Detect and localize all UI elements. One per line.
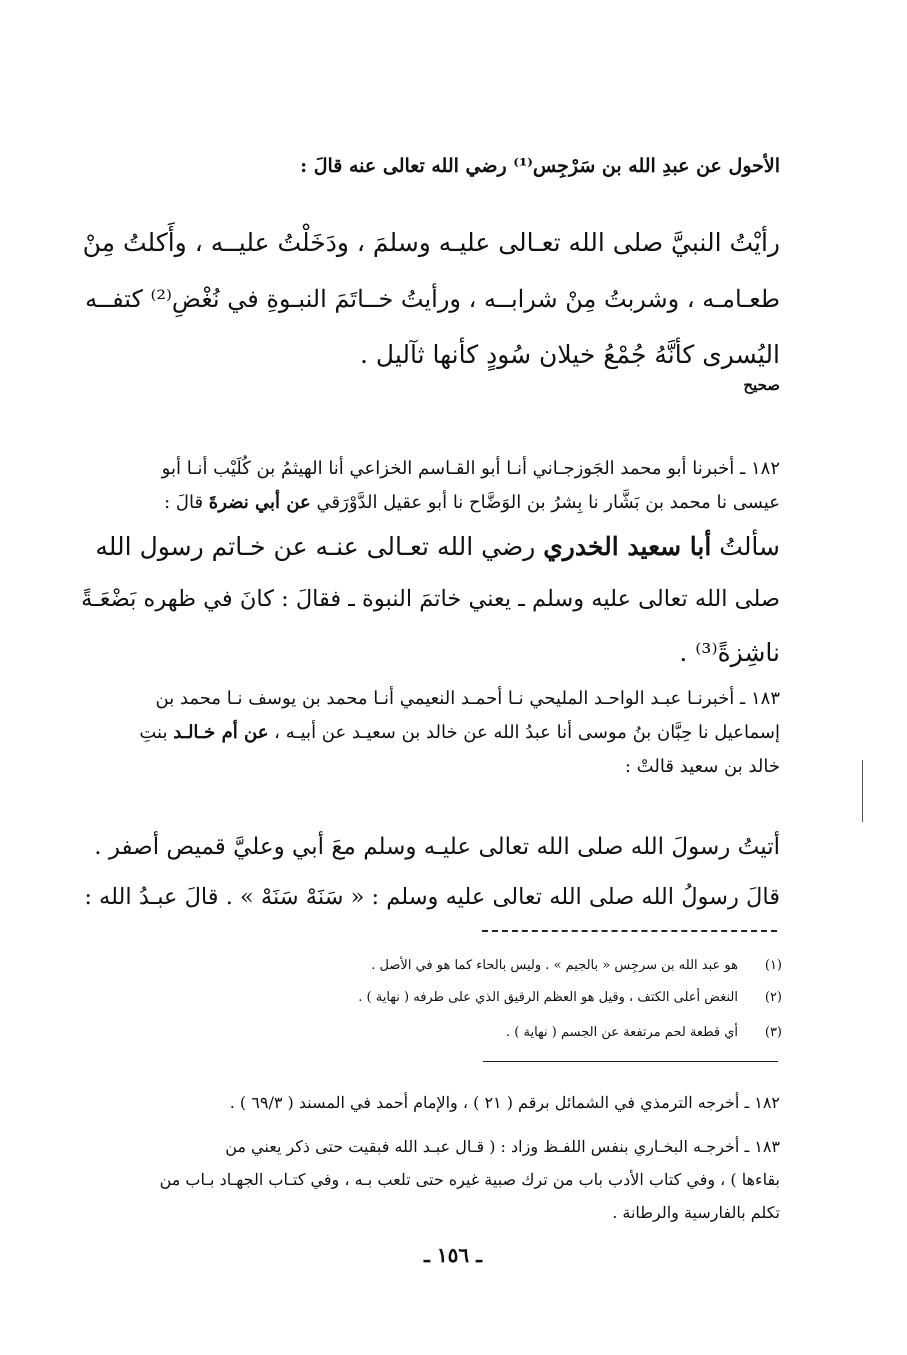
hadith-grade: [80, 376, 780, 394]
footnote: [300, 958, 782, 973]
takhrij-line: بقاءها ) ، وفي كتاب الأدب باب من ترك صبية غيره حتى تلعب بـه ، وفي كتـاب الجهـاد بـاب من: [159, 1170, 780, 1189]
takhrij-183: [80, 1130, 780, 1229]
hadith-line: طعـامـه ، وشربتُ مِنْ شرابــه ، ورأيتُ خــاتَمَ النبـوةِ في نُغْضِ⁽²⁾ كتفــه: [85, 285, 780, 313]
hadith-line: رأيْتُ النبيَّ صلى الله تعـالى عليـه وسلمَ ، ودَخَلْتُ عليــه ، وأَكلتُ مِنْ: [82, 228, 780, 257]
hadith-line: [80, 520, 780, 573]
heading-text: الأحول عن عبدِ الله بن سَرْجِس⁽¹⁾ رضي الله تعالى عنه قالَ :: [300, 155, 780, 177]
chapter-heading: [80, 148, 780, 184]
hadith-line: أتيتُ رسولَ الله صلى الله تعالى عليـه وسلم معَ أبي وعليَّ قميص أصفر .: [94, 834, 780, 860]
hadith-text: سألتُ: [719, 532, 780, 561]
takhrij-line: ١٨٣ ـ أخرجـه البخـاري بنفس اللفـظ وزاد : ( قـال عبـد الله فبقيت حتى ذكر يعني من: [225, 1137, 780, 1156]
isnad-line: ١٨٣ ـ أخبرنـا عبـد الواحـد المليحي نـا أحمـد النعيمي أنـا محمد بن يوسف نـا محمد بن: [155, 688, 780, 709]
isnad-182: [80, 452, 780, 520]
takhrij-182: [80, 1088, 780, 1118]
narrator-name: أبا سعيد الخدري: [543, 532, 712, 561]
footnote: [300, 1025, 782, 1040]
footnote-number: (٢): [764, 990, 782, 1005]
takhrij-line: تكلم بالفارسية والرطانة .: [612, 1203, 780, 1222]
footnote-text: أي قطعة لحم مرتفعة عن الجسم ( نهاية ) .: [506, 1025, 738, 1040]
isnad-183: [80, 682, 780, 784]
isnad-text: بنتِ: [139, 722, 168, 743]
narrator-name: عن أم خـالـد: [173, 722, 269, 743]
footnote-divider: [483, 1061, 778, 1062]
grade-label: صحيح: [743, 376, 780, 394]
isnad-text: إسماعيل نا حِبَّان بنُ موسى أنا عبدُ الله عن خالد بن سعيـد عن أبيـه ،: [274, 722, 780, 743]
isnad-text: عيسى نا محمد بن بَشَّار نا بِشرُ بن الوَضَّاح نا أبو عقيل الدَّوْرَقي: [316, 492, 780, 513]
hadith-line: قالَ رسولُ الله صلى الله تعالى عليه وسلم : « سَنَهْ سَنَهْ » . قالَ عبـدُ الله :: [84, 884, 780, 910]
page-number: ـ ١٥٦ ـ: [424, 1243, 482, 1267]
hadith-text: رضي الله تعـالى عنـه عن خـاتم رسول الله: [95, 532, 536, 561]
takhrij-line: ١٨٢ ـ أخرجه الترمذي في الشمائل برقم ( ٢١ ) ، والإمام أحمد في المسند ( ٦٩/٣ ) .: [229, 1093, 780, 1112]
footnote-text: النغض أعلى الكتف ، وقيل هو العظم الرقيق الذي على طرفه ( نهاية ) .: [358, 990, 738, 1005]
footnote: [300, 990, 782, 1005]
margin-mark: [862, 760, 863, 822]
isnad-line: خالد بن سعيد قالتْ :: [624, 756, 780, 777]
narrator-name: عن أبي نضرةَ: [208, 492, 311, 513]
hadith-line: صلى الله تعالى عليه وسلم ـ يعني خاتمَ النبوة ـ فقالَ : كانَ في ظهره بَضْعَـةً: [81, 586, 780, 612]
isnad-line: ١٨٢ ـ أخبرنا أبو محمد الجَوزجـاني أنـا أبو القـاسم الخزاعي أنا الهيثمُ بن كُلَيْب أنـا أبو: [161, 458, 780, 479]
footnote-number: (٣): [764, 1025, 782, 1040]
hadith-183-text: [80, 822, 780, 922]
isnad-line: [80, 716, 780, 750]
isnad-text: قالَ :: [164, 492, 204, 513]
footnote-number: (١): [764, 958, 782, 973]
hadith-182-text: [80, 520, 780, 679]
hadith-line: اليُسرى كأنَّهُ جُمْعُ خيلان سُودٍ كأنها ثآليل .: [360, 340, 780, 369]
isnad-line: [80, 486, 780, 520]
footnote-text: هو عبد الله بن سرجِس « بالجيم » . وليس بالحاء كما هو في الأصل .: [371, 958, 738, 973]
continuation-dashes: [482, 930, 777, 932]
hadith-line: ناشِزةً⁽³⁾ .: [679, 638, 780, 667]
hadith-181-text: [80, 215, 780, 383]
